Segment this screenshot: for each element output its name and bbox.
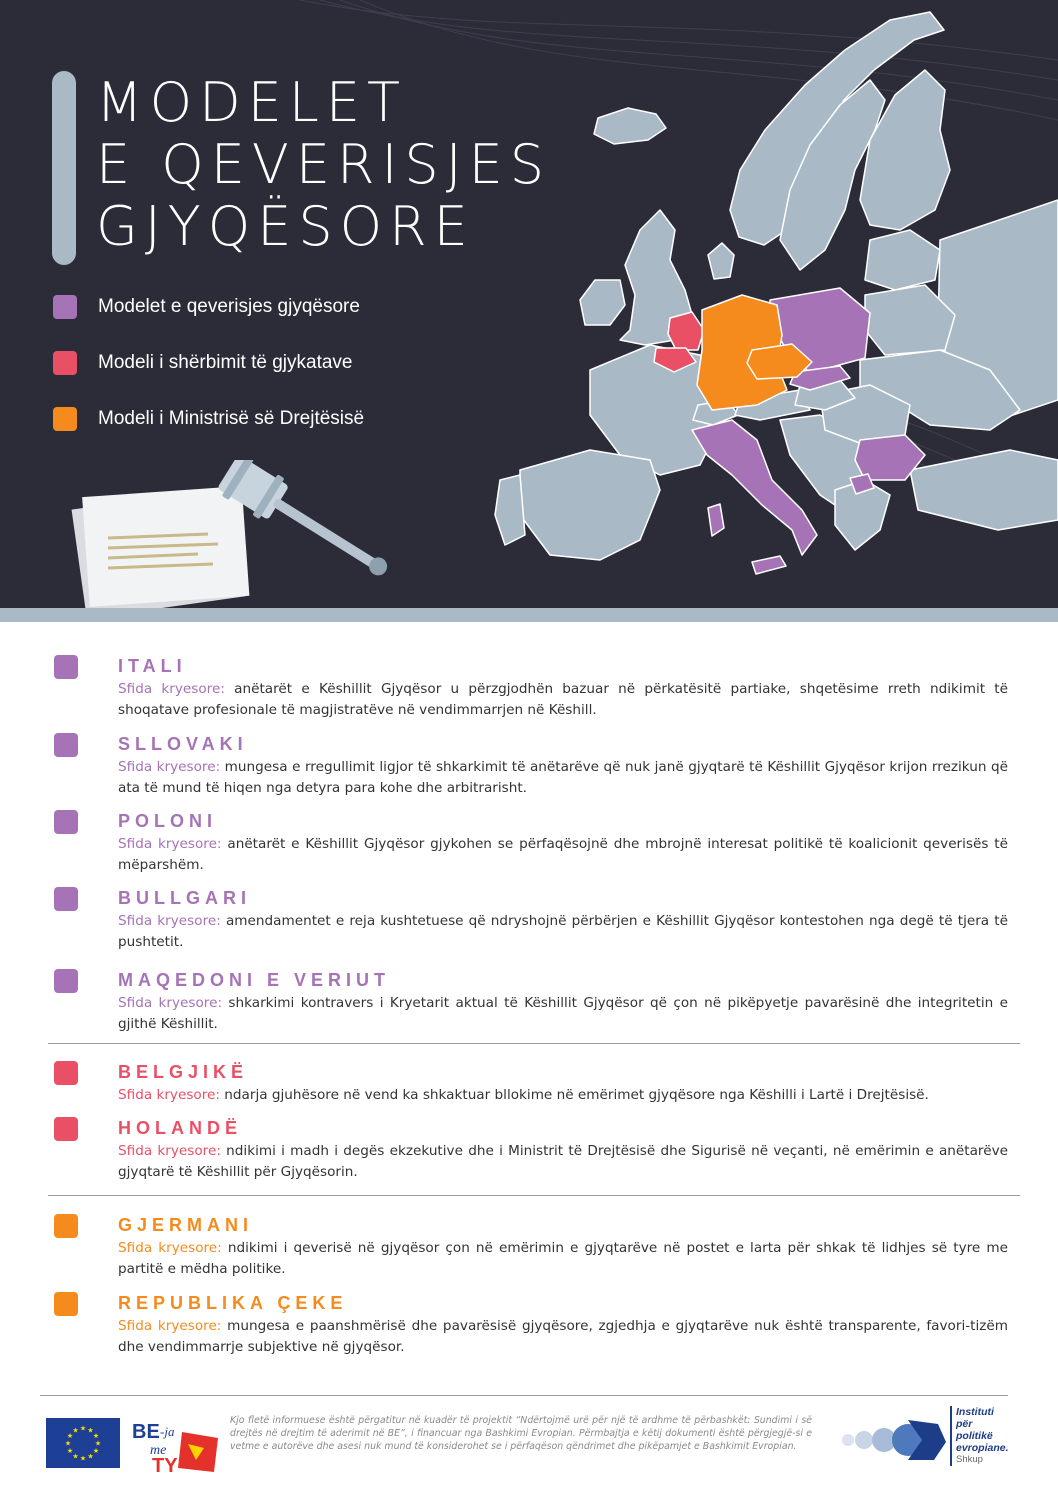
entry-body: ndarja gjuhësore në vend ka shkaktuar bllokime në emërimet gjyqësore nga Këshilli i Lartë i Drejtësisë. — [219, 1087, 929, 1103]
entry-country: SLLOVAKI — [118, 734, 248, 754]
institute-logo-mark — [838, 1412, 948, 1468]
beja-logo-ja: -ja — [160, 1424, 175, 1439]
eu-star-icon: ★ — [94, 1440, 102, 1448]
entry-swatch — [54, 655, 78, 679]
entry-country: HOLANDË — [118, 1118, 242, 1138]
entry-country: POLONI — [118, 811, 218, 831]
eu-star-icon: ★ — [66, 1448, 74, 1455]
entry-text — [118, 834, 1008, 876]
entry-body: shkarkimi kontravers i Kryetarit aktual të Këshillit Gjyqësor që çon në pikëpyetje pavarësinë dhe integritetin e gjithë Këshillit. — [118, 995, 1008, 1032]
eu-star-icon: ★ — [72, 1427, 79, 1435]
eu-star-icon: ★ — [92, 1433, 100, 1440]
entry-text — [118, 993, 1008, 1035]
institute-city: Shkup — [956, 1454, 983, 1465]
entry-text — [118, 757, 1008, 799]
entry-text — [118, 911, 1008, 953]
institute-line: Instituti — [956, 1406, 994, 1418]
map-baltics — [865, 230, 940, 290]
institute-line: evropiane. — [956, 1442, 1009, 1454]
title-line-3: GJYQËSORE — [96, 195, 475, 258]
entry-country: ITALI — [118, 656, 187, 676]
entry-key: Sfida kryesore: — [118, 1318, 222, 1334]
beja-me-ty-logo — [130, 1414, 220, 1474]
map-ireland — [580, 280, 625, 325]
eu-star-icon: ★ — [79, 1455, 87, 1463]
header-banner — [0, 0, 1058, 622]
map-portugal — [495, 475, 525, 545]
title-line-1: MODELET — [96, 71, 407, 134]
entry-country: REPUBLIKA ÇEKE — [118, 1293, 348, 1313]
entry-text — [118, 1085, 1008, 1106]
map-netherlands — [668, 312, 704, 350]
title-line-2: E QEVERISJES — [96, 133, 552, 196]
entry-country: BELGJIKË — [118, 1062, 249, 1082]
entry-body: anëtarët e Këshillit Gjyqësor u përzgjodhën bazuar në përkatësitë partiake, shqetësime rreth ndikimit të shoqatave profesionale të magjistratëve në vendimmarrjen në Këshill. — [118, 681, 1008, 718]
entry-key: Sfida kryesore: — [118, 913, 221, 929]
entry-country: MAQEDONI E VERIUT — [118, 970, 391, 990]
entry-country: GJERMANI — [118, 1215, 254, 1235]
map-sicily — [752, 556, 786, 574]
entry-key: Sfida kryesore: — [118, 1143, 221, 1159]
entry-key: Sfida kryesore: — [118, 1087, 220, 1103]
institute-line: politikë — [956, 1430, 993, 1442]
institute-logo-text — [950, 1406, 1009, 1466]
beja-logo-me: me — [150, 1443, 167, 1458]
entry-key: Sfida kryesore: — [118, 1240, 222, 1256]
eu-star-icon: ★ — [92, 1448, 100, 1455]
entry-swatch — [54, 1117, 78, 1141]
institute-line: për — [956, 1418, 973, 1430]
section-divider — [48, 1195, 1020, 1196]
europe-map — [480, 0, 1058, 608]
entry-country: BULLGARI — [118, 888, 251, 908]
legend-label: Modelet e qeverisjes gjyqësore — [98, 296, 360, 317]
map-denmark — [708, 243, 734, 279]
entry-swatch — [54, 1292, 78, 1316]
entry-body: ndikimi i qeverisë në gjyqësor çon në emërimin e gjyqtarëve në postet e larta për shkak të lidhjes së tyre me partitë e mëdha politike. — [118, 1240, 1008, 1277]
entry-swatch — [54, 1214, 78, 1238]
eu-star-icon: ★ — [72, 1453, 79, 1461]
entry-body: mungesa e rregullimit ligjor të shkarkimit të anëtarëve që nuk janë gjyqtarë të Këshillit Gjyqësor krijon rrezikun që ata të mund të hiqen nga detyra para kohe dhe arbitrarisht. — [118, 759, 1008, 796]
entry-key: Sfida kryesore: — [118, 759, 221, 775]
entry-key: Sfida kryesore: — [118, 681, 225, 697]
entry-text — [118, 679, 1008, 721]
footer-disclaimer: Kjo fletë informuese është përgatitur në kuadër të projektit “Ndërtojmë urë për një të ardhme të përbashkët: Sundimi i së drejtës në drejtim të aderimit në BE”, i financuar nga Bashkimi Evropian. Përmbajtja e këtij dokumenti është përgjegjë-si e vetme e autorëve dhe asesi nuk mund të konsiderohet se i përfaqëson qëndrimet dhe pikëpamjet e Bashkimit Evropian. — [230, 1415, 812, 1452]
legend-label: Modeli i shërbimit të gjykatave — [98, 352, 353, 373]
entry-body: anëtarët e Këshillit Gjyqësor gjykohen se përfaqësojnë dhe mbrojnë interesat politikë të koalicionit qeverisës të mëparshëm. — [118, 836, 1008, 873]
entry-key: Sfida kryesore: — [118, 836, 222, 852]
map-spain — [520, 450, 660, 560]
eu-star-icon: ★ — [79, 1425, 87, 1433]
map-turkey — [910, 450, 1058, 530]
header-bottom-band — [0, 608, 1058, 622]
legend-label: Modeli i Ministrisë së Drejtësisë — [98, 408, 365, 429]
entry-text — [118, 1238, 1008, 1280]
gavel-and-papers-illustration — [68, 460, 408, 610]
entry-swatch — [54, 887, 78, 911]
entry-swatch — [54, 810, 78, 834]
eu-star-icon: ★ — [66, 1433, 74, 1440]
section-divider — [48, 1043, 1020, 1044]
eu-star-icon: ★ — [64, 1440, 72, 1448]
entry-swatch — [54, 1061, 78, 1085]
entry-body: ndikimi i madh i degës ekzekutive dhe i Ministrit të Drejtësisë dhe Sigurisë në veçanti, në emërimin e anëtarëve gjyqtarë të Këshillit për Gjyqësorin. — [118, 1143, 1008, 1180]
entry-swatch — [54, 733, 78, 757]
entry-key: Sfida kryesore: — [118, 995, 223, 1011]
beja-logo-ty: TY — [152, 1455, 178, 1474]
entry-swatch — [54, 969, 78, 993]
eu-flag-logo — [46, 1418, 120, 1468]
beja-logo-be: BE — [132, 1421, 160, 1443]
entry-body: mungesa e paanshmërisë dhe pavarësisë gjyqësore, zgjedhja e gjyqtarëve nuk është transparente, favori-tizëm dhe vendimmarrje subjektive në gjyqësor. — [118, 1318, 1008, 1355]
entry-text — [118, 1316, 1008, 1358]
entry-text — [118, 1141, 1008, 1183]
eu-star-icon: ★ — [87, 1453, 94, 1461]
map-sardinia — [708, 504, 724, 536]
footer-divider — [40, 1395, 1008, 1396]
beja-logo-graphic — [130, 1414, 220, 1474]
entry-body: amendamentet e reja kushtetuese që ndryshojnë përbërjen e Këshillit Gjyqësor kontestohen nga degë të tjera të pushtetit. — [118, 913, 1008, 950]
map-iceland — [594, 108, 666, 144]
eu-star-icon: ★ — [87, 1427, 94, 1435]
